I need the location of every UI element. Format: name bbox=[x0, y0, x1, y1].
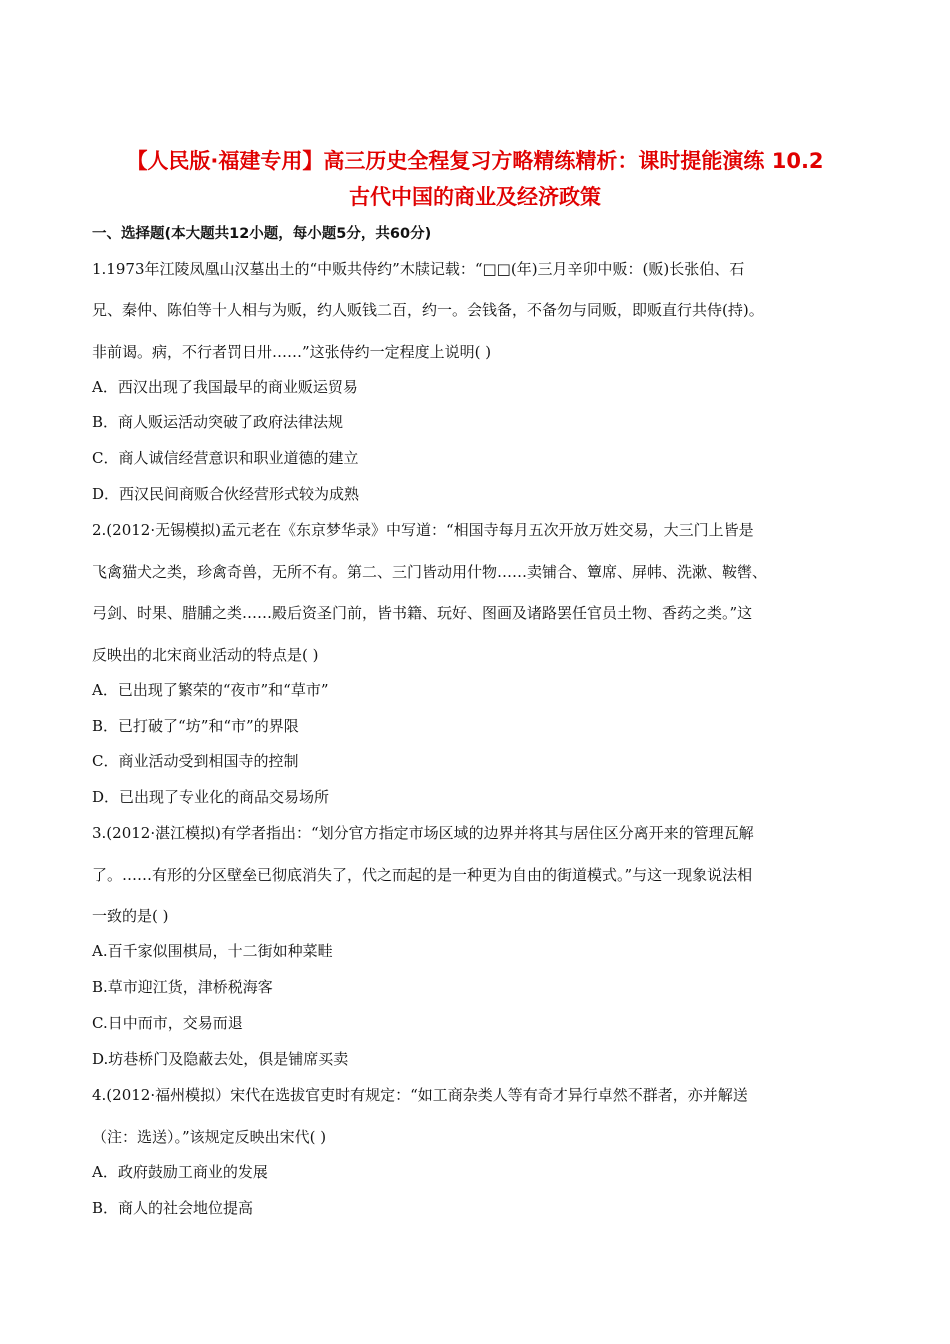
question-4-option-a: A．政府鼓励工商业的发展 bbox=[92, 1163, 268, 1181]
question-2-option-a: A．已出现了繁荣的“夜市”和“草市” bbox=[92, 681, 329, 699]
question-3-option-b: B.草市迎江货，津桥税海客 bbox=[92, 978, 273, 996]
question-3-stem-line-1: 3.(2012·湛江模拟)有学者指出：“划分官方指定市场区域的边界并将其与居住区分离开来的管理瓦解 bbox=[92, 824, 754, 842]
question-3-stem-line-2: 了。……有形的分区壁垒已彻底消失了，代之而起的是一种更为自由的街道模式。”与这一现象说法相 bbox=[92, 866, 753, 884]
question-1-option-d: D．西汉民间商贩合伙经营形式较为成熟 bbox=[92, 485, 360, 503]
question-1-stem-line-2: 兄、秦仲、陈伯等十人相与为贩，约人贩钱二百，约一。会钱备，不备勿与同贩，即贩直行共侍(持)。 bbox=[92, 301, 764, 319]
question-3-stem-line-3: 一致的是( ) bbox=[92, 907, 169, 925]
question-2-option-d: D．已出现了专业化的商品交易场所 bbox=[92, 788, 330, 806]
question-4-stem-line-1: 4.(2012·福州模拟）宋代在选拔官吏时有规定：“如工商杂类人等有奇才异行卓然不群者，亦并解送 bbox=[92, 1086, 748, 1104]
question-2-option-b: B．已打破了“坊”和“市”的界限 bbox=[92, 717, 299, 735]
question-1-stem-line-3: 非前谒。病，不行者罚日卅……”这张侍约一定程度上说明( ) bbox=[92, 343, 492, 361]
question-2-option-c: C．商业活动受到相国寺的控制 bbox=[92, 752, 299, 770]
document-title-line-2: 古代中国的商业及经济政策 bbox=[349, 185, 601, 209]
question-1-option-c: C．商人诚信经营意识和职业道德的建立 bbox=[92, 449, 359, 467]
question-3-option-d: D.坊巷桥门及隐蔽去处，俱是铺席买卖 bbox=[92, 1050, 349, 1068]
question-2-stem-line-2: 飞禽猫犬之类，珍禽奇兽，无所不有。第二、三门皆动用什物……卖铺合、簟席、屏帏、洗漱、鞍辔、 bbox=[92, 563, 768, 581]
question-2-stem-line-3: 弓剑、时果、腊脯之类……殿后资圣门前，皆书籍、玩好、图画及诸路罢任官员土物、香药之类。”这 bbox=[92, 604, 753, 622]
question-3-option-c: C.日中而市，交易而退 bbox=[92, 1014, 243, 1032]
document-title-line-1: 【人民版·福建专用】高三历史全程复习方略精练精析：课时提能演练 10.2 bbox=[126, 149, 824, 173]
question-1-stem-line-1: 1.1973年江陵凤凰山汉墓出土的“中贩共侍约”木牍记载：“□□(年)三月辛卯中贩：(贩)长张伯、石 bbox=[92, 260, 745, 278]
question-2-stem-line-4: 反映出的北宋商业活动的特点是( ) bbox=[92, 646, 319, 664]
question-1-option-a: A．西汉出现了我国最早的商业贩运贸易 bbox=[92, 378, 358, 396]
question-1-option-b: B．商人贩运活动突破了政府法律法规 bbox=[92, 413, 344, 431]
section-heading: 一、选择题(本大题共12小题，每小题5分，共60分) bbox=[92, 226, 432, 242]
question-3-option-a: A.百千家似围棋局，十二街如种菜畦 bbox=[92, 942, 333, 960]
question-4-stem-line-2: （注：选送）。”该规定反映出宋代( ) bbox=[92, 1128, 327, 1146]
question-4-option-b: B．商人的社会地位提高 bbox=[92, 1199, 254, 1217]
question-2-stem-line-1: 2.(2012·无锡模拟)孟元老在《东京梦华录》中写道：“相国寺每月五次开放万姓交易，大三门上皆是 bbox=[92, 521, 754, 539]
